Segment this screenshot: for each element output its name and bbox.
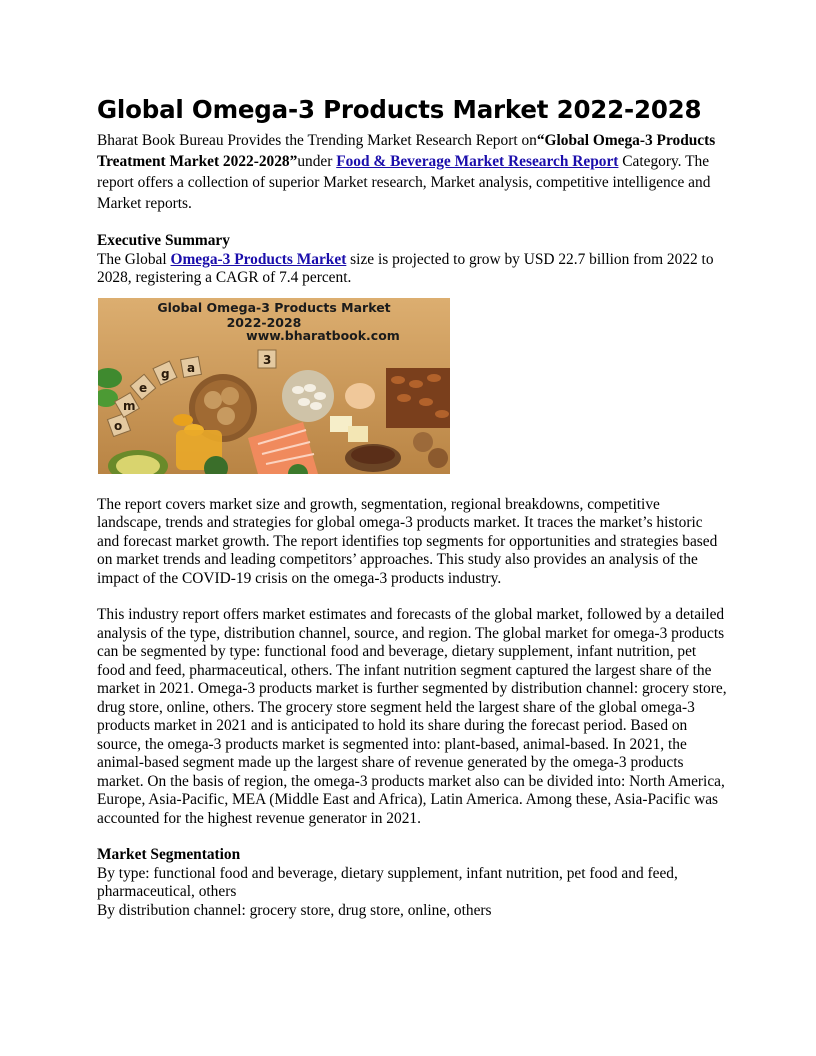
omega3-market-link[interactable]: Omega-3 Products Market: [170, 250, 347, 268]
page-title: Global Omega-3 Products Market 2022-2028: [97, 95, 702, 124]
block-letter: o: [114, 418, 123, 433]
intro-text: Bharat Book Bureau Provides the Trending Market Research Report on: [97, 132, 537, 149]
spacer: [97, 588, 727, 606]
executive-summary-text: [97, 251, 727, 288]
intro-paragraph: [97, 130, 727, 214]
body-paragraph-2: This industry report offers market estimates and forecasts of the global market, followed by a detailed analysis of the type, distribution channel, source, and region. The global market for omega-3 products can be segmented by type: functional food and beverage, dietary supplement, infant nutrition, pet food and feed, pharmaceutical, others. The infant nutrition segment captured the largest share of the market in 2021. Omega-3 products market is further segmented by distribution channel: grocery store, drug store, online, others. The grocery store segment held the largest share of the global omega-3 products market in 2021 and is anticipated to hold its share during the forecast period. Based on source, the omega-3 products market is segmented into: plant-based, animal-based. In 2021, the animal-based segment made up the largest share of revenue generated by the omega-3 products market. On the basis of region, the omega-3 products market also can be divided into: North America, Europe, Asia-Pacific, MEA (Middle East and Africa), Latin America. Among these, Asia-Pacific was accounted for the highest revenue generator in 2021.: [97, 606, 727, 827]
body-paragraph-1: The report covers market size and growth, segmentation, regional breakdowns, competitive landscape, trends and strategies for global omega-3 products market. It traces the market’s historic and forecast market growth. The report identifies top segments for opportunities and strategies based on market trends and leading competitors’ approaches. This study also provides an analysis of the impact of the COVID-19 crisis on the omega-3 products industry.: [97, 495, 718, 587]
spacer: [97, 828, 727, 846]
market-segmentation-heading: Market Segmentation: [97, 846, 241, 863]
summary-text: The Global: [97, 250, 171, 268]
spacer: [97, 214, 727, 232]
block-letter: g: [161, 366, 170, 381]
block-letter: 3: [263, 352, 272, 367]
figure-years: 2022-2028: [226, 314, 302, 330]
figure-title: Global Omega-3 Products Market: [157, 299, 391, 315]
summary-text-2: size is projected to grow by USD 22.7 billion from 2022 to 2028, registering a CAGR of 7.4 percent.: [97, 250, 714, 286]
figure-url: www.bharatbook.com: [246, 327, 400, 343]
block-letter: m: [123, 398, 136, 413]
intro-text-2: under: [297, 153, 337, 170]
segmentation-by-channel: By distribution channel: grocery store, drug store, online, others: [97, 901, 492, 919]
report-cover-image: [98, 298, 450, 474]
segmentation-by-type: By type: functional food and beverage, dietary supplement, infant nutrition, pet food and feed, pharmaceutical, others: [97, 864, 678, 900]
block-letter: e: [139, 380, 148, 395]
document-page: [97, 94, 727, 920]
report-title: “Global Omega-3 Products Treatment Market 2022-2028”: [97, 132, 716, 170]
intro-text-3: Category. The report offers a collection of superior Market research, Market analysis, competitive intelligence and Market reports.: [97, 153, 711, 212]
block-letter: a: [187, 360, 196, 375]
executive-summary-heading: Executive Summary: [97, 232, 230, 249]
category-link[interactable]: Food & Beverage Market Research Report: [336, 153, 619, 170]
